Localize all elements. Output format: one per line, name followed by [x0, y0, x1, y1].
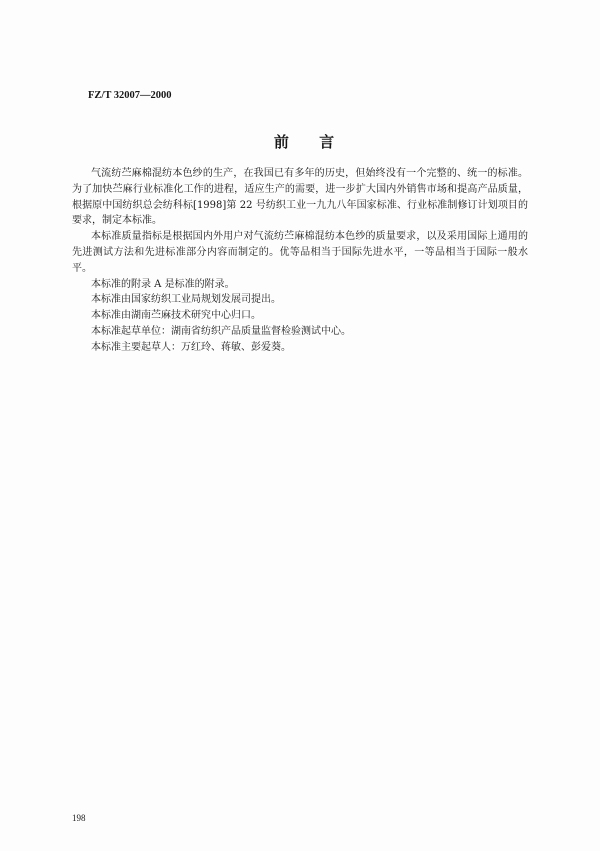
page-number: 198: [72, 813, 86, 823]
standard-code: FZ/T 32007—2000: [88, 90, 172, 101]
paragraph-drafters: 本标准主要起草人：万红玲、蒋敏、彭爱葵。: [91, 341, 291, 353]
paragraph-quality-basis: 本标准质量指标是根据国内外用户对气流纺苎麻棉混纺本色纱的质量要求，以及采用国际上通用的先进测试方法和先进标准部分内容而制定的。优等品相当于国际先进水平，一等品相当于国际一般水平。: [72, 231, 528, 274]
paragraph-proposer: 本标准由国家纺织工业局规划发展司提出。: [91, 294, 281, 306]
section-title: 前 言: [273, 133, 335, 151]
paragraph-administrator: 本标准由湖南苎麻技术研究中心归口。: [91, 310, 261, 322]
paragraph-appendix-note: 本标准的附录 A 是标准的附录。: [91, 278, 235, 290]
foreword-body: [72, 166, 528, 356]
paragraph-drafting-unit: 本标准起草单位：湖南省纺织产品质量监督检验测试中心。: [91, 325, 351, 337]
paragraph-background: 气流纺苎麻棉混纺本色纱的生产，在我国已有多年的历史，但始终没有一个完整的、统一的标准。为了加快苎麻行业标准化工作的进程，适应生产的需要，进一步扩大国内外销售市场和提高产品质量，根据原中国纺织总会纺科标[1998]第 22 号纺织工业一九九八年国家标准、行业标准制修订计划项目的要求，制定本标准。: [72, 168, 528, 227]
